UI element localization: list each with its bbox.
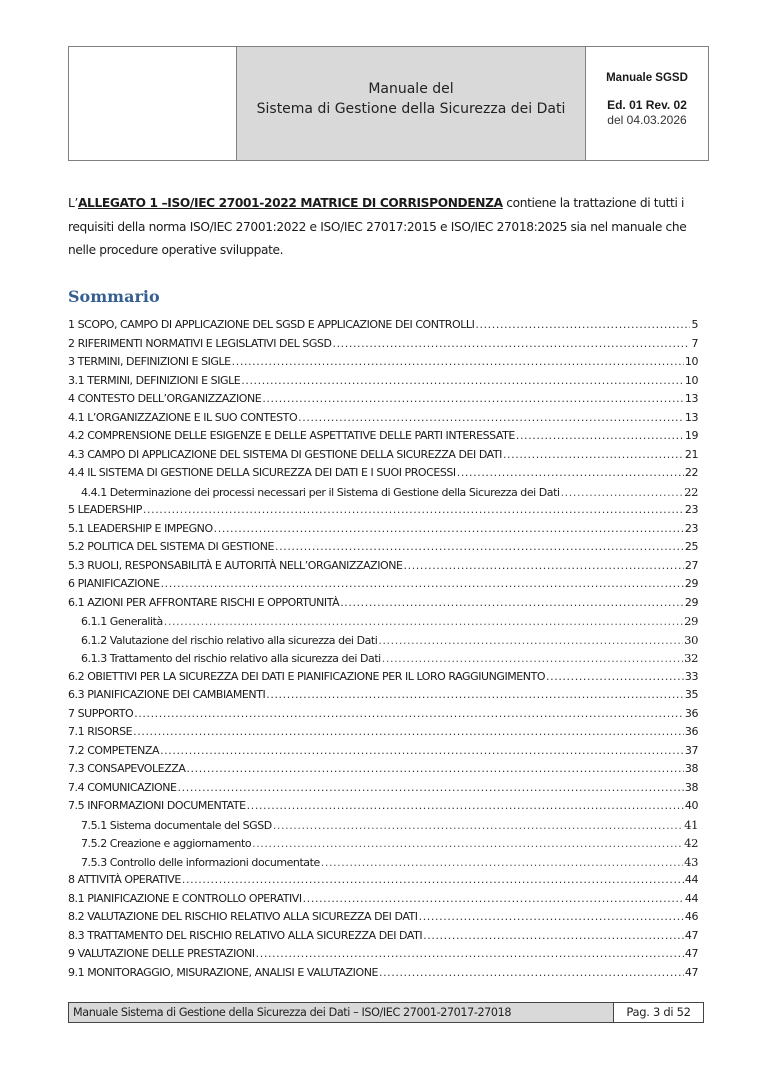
toc-entry-page: 41 [684, 817, 698, 832]
toc-entry-label: 6.2 OBIETTIVI PER LA SICUREZZA DEI DATI E PIANIFICAZIONE PER IL LORO RAGGIUNGIMENTO [68, 669, 546, 683]
toc-entry[interactable] [68, 964, 698, 983]
toc-entry-label: 4 CONTESTO DELL’ORGANIZZAZIONE [68, 392, 262, 405]
toc-entry-page: 47 [684, 928, 698, 942]
toc-entry-page: 19 [684, 429, 698, 442]
toc-dot-leader [404, 557, 684, 576]
toc-dot-leader [247, 797, 684, 816]
toc-dot-leader [298, 409, 684, 428]
toc-entry-page: 13 [684, 392, 698, 405]
toc-entry[interactable] [68, 409, 698, 428]
toc-entry[interactable] [68, 446, 698, 465]
toc-dot-leader [379, 964, 684, 983]
toc-entry-label: 3 TERMINI, DEFINIZIONI E SIGLE [68, 355, 231, 368]
toc-entry-label: 7.5 INFORMAZIONI DOCUMENTATE [68, 799, 246, 812]
toc-entry[interactable] [68, 353, 698, 372]
toc-entry[interactable] [68, 575, 698, 594]
toc-entry-page: 36 [684, 725, 698, 738]
toc-entry-page: 32 [684, 651, 698, 665]
toc-entry-page: 23 [684, 503, 698, 516]
toc-entry-label: 4.1 L’ORGANIZZAZIONE E IL SUO CONTESTO [68, 410, 298, 424]
document-header [68, 46, 709, 161]
table-of-contents [68, 316, 698, 982]
toc-entry[interactable] [68, 853, 698, 872]
toc-entry-page: 44 [684, 891, 698, 905]
toc-entry-label: 9.1 MONITORAGGIO, MISURAZIONE, ANALISI E VALUTAZIONE [68, 965, 378, 979]
toc-dot-leader [241, 372, 684, 391]
toc-entry[interactable] [68, 686, 698, 705]
toc-dot-leader [340, 594, 684, 613]
toc-entry-label: 7.1 RISORSE [68, 725, 133, 738]
toc-entry[interactable] [68, 705, 698, 724]
toc-entry[interactable] [68, 927, 698, 946]
toc-entry[interactable] [68, 890, 698, 909]
toc-entry-page: 37 [684, 743, 698, 757]
toc-entry-label: 8.2 VALUTAZIONE DEL RISCHIO RELATIVO ALLA SICUREZZA DEI DATI [68, 910, 418, 923]
toc-dot-leader [134, 705, 684, 724]
toc-dot-leader [457, 464, 684, 483]
toc-entry[interactable] [68, 816, 698, 835]
toc-entry-label: 4.3 CAMPO DI APPLICAZIONE DEL SISTEMA DI GESTIONE DELLA SICUREZZA DEI DATI [68, 447, 502, 461]
toc-entry[interactable] [68, 538, 698, 557]
toc-entry[interactable] [68, 335, 698, 354]
toc-entry[interactable] [68, 557, 698, 576]
toc-entry-label: 7.4 COMUNICAZIONE [68, 780, 177, 794]
toc-dot-leader [378, 632, 683, 650]
toc-entry-page: 29 [684, 577, 698, 590]
toc-entry-label: 4.4.1 Determinazione dei processi necessari per il Sistema di Gestione della Sicurezza dei Dati [81, 485, 560, 499]
toc-entry[interactable] [68, 908, 698, 927]
toc-entry[interactable] [68, 390, 698, 409]
toc-dot-leader [546, 668, 684, 687]
toc-entry-label: 2 RIFERIMENTI NORMATIVI E LEGISLATIVI DEL SGSD [68, 336, 332, 350]
toc-entry[interactable] [68, 649, 698, 668]
toc-entry[interactable] [68, 631, 698, 650]
toc-entry-page: 38 [684, 762, 698, 775]
intro-paragraph [68, 192, 708, 263]
toc-entry-label: 6.1.1 Generalità [81, 615, 163, 628]
toc-dot-leader [382, 650, 683, 668]
toc-entry-label: 3.1 TERMINI, DEFINIZIONI E SIGLE [68, 373, 241, 387]
edition-revision: Ed. 01 Rev. 02 [607, 97, 687, 112]
header-title-line1: Manuale del [368, 80, 454, 97]
toc-dot-leader [164, 613, 683, 631]
toc-entry[interactable] [68, 427, 698, 446]
toc-entry-label: 6 PIANIFICAZIONE [68, 577, 160, 590]
toc-entry-label: 8.1 PIANIFICAZIONE E CONTROLLO OPERATIVI [68, 891, 302, 905]
toc-entry-label: 7 SUPPORTO [68, 706, 134, 720]
toc-dot-leader [214, 520, 684, 539]
toc-entry[interactable] [68, 594, 698, 613]
toc-entry-page: 7 [691, 336, 698, 350]
toc-entry[interactable] [68, 945, 698, 964]
toc-dot-leader [252, 835, 683, 853]
toc-entry-label: 7.5.3 Controllo delle informazioni documentate [81, 855, 320, 869]
toc-entry[interactable] [68, 668, 698, 687]
toc-entry-page: 25 [684, 540, 698, 553]
toc-entry[interactable] [68, 834, 698, 853]
toc-entry-label: 8.3 TRATTAMENTO DEL RISCHIO RELATIVO ALLA SICUREZZA DEI DATI [68, 928, 423, 942]
toc-entry-label: 7.5.2 Creazione e aggiornamento [81, 837, 252, 850]
page-number: Pag. 3 di 52 [626, 1005, 691, 1019]
toc-entry-label: 6.1.2 Valutazione del rischio relativo alla sicurezza dei Dati [81, 633, 378, 647]
toc-entry-page: 29 [684, 614, 698, 628]
toc-entry-page: 10 [684, 373, 698, 387]
toc-entry-page: 42 [684, 836, 698, 850]
toc-dot-leader [273, 817, 683, 835]
toc-dot-leader [303, 890, 684, 909]
toc-entry-page: 40 [684, 799, 698, 812]
toc-entry-page: 30 [684, 632, 698, 647]
toc-entry-page: 38 [684, 780, 698, 794]
toc-entry-page: 43 [684, 854, 698, 869]
toc-entry-label: 7.3 CONSAPEVOLEZZA [68, 762, 186, 775]
toc-dot-leader [321, 854, 683, 872]
toc-entry-label: 8 ATTIVITÀ OPERATIVE [68, 873, 181, 886]
toc-entry-label: 4.4 IL SISTEMA DI GESTIONE DELLA SICUREZZA DEI DATI E I SUOI PROCESSI [68, 466, 456, 479]
toc-entry-page: 22 [684, 484, 698, 499]
doc-code: Manuale SGSD [606, 71, 688, 84]
toc-entry[interactable] [68, 316, 698, 335]
toc-dot-leader [182, 871, 684, 890]
toc-entry-label: 6.3 PIANIFICAZIONE DEI CAMBIAMENTI [68, 688, 266, 701]
toc-entry-page: 13 [684, 410, 698, 424]
toc-dot-leader [475, 316, 690, 335]
header-title-line2: Sistema di Gestione della Sicurezza dei Dati [256, 100, 566, 117]
toc-entry[interactable] [68, 779, 698, 798]
toc-entry-label: 9 VALUTAZIONE DELLE PRESTAZIONI [68, 947, 255, 960]
toc-entry-page: 10 [684, 355, 698, 368]
toc-entry-label: 6.1.3 Trattamento del rischio relativo alla sicurezza dei Dati [81, 652, 381, 665]
toc-entry-label: 7.5.1 Sistema documentale del SGSD [81, 818, 272, 832]
toc-dot-leader [161, 575, 684, 594]
toc-entry-label: 6.1 AZIONI PER AFFRONTARE RISCHI E OPPORTUNITÀ [68, 595, 340, 609]
intro-prefix: L’ [68, 196, 78, 210]
footer-title: Manuale Sistema di Gestione della Sicurezza dei Dati – ISO/IEC 27001-27017-27018 [69, 1003, 614, 1022]
toc-entry-page: 35 [684, 688, 698, 701]
header-meta-cell [586, 47, 708, 160]
toc-dot-leader [266, 686, 684, 705]
toc-dot-leader [503, 446, 684, 465]
toc-entry[interactable] [68, 483, 698, 502]
toc-entry-page: 36 [684, 706, 698, 720]
toc-entry[interactable] [68, 501, 698, 520]
header-title-cell [237, 47, 586, 160]
toc-entry-label: 7.2 COMPETENZA [68, 743, 160, 757]
toc-dot-leader [186, 760, 683, 779]
toc-entry-page: 47 [684, 965, 698, 979]
toc-entry[interactable] [68, 723, 698, 742]
toc-dot-leader [160, 742, 684, 761]
toc-entry-page: 29 [684, 595, 698, 609]
toc-entry[interactable] [68, 612, 698, 631]
toc-dot-leader [232, 353, 684, 372]
toc-dot-leader [516, 427, 684, 446]
toc-entry[interactable] [68, 372, 698, 391]
toc-entry-label: 4.2 COMPRENSIONE DELLE ESIGENZE E DELLE ASPETTATIVE DELLE PARTI INTERESSATE [68, 429, 515, 442]
logo-cell [69, 47, 237, 160]
toc-dot-leader [275, 538, 684, 557]
toc-entry[interactable] [68, 464, 698, 483]
toc-dot-leader [332, 335, 690, 354]
toc-entry[interactable] [68, 760, 698, 779]
toc-dot-leader [256, 945, 684, 964]
toc-dot-leader [178, 779, 684, 798]
toc-dot-leader [143, 501, 684, 520]
toc-entry-label: 5.1 LEADERSHIP E IMPEGNO [68, 521, 213, 535]
toc-entry-label: 5.2 POLITICA DEL SISTEMA DI GESTIONE [68, 540, 275, 553]
toc-entry-label: 1 SCOPO, CAMPO DI APPLICAZIONE DEL SGSD E APPLICAZIONE DEI CONTROLLI [68, 318, 475, 331]
toc-entry-page: 23 [684, 521, 698, 535]
toc-dot-leader [423, 927, 684, 946]
toc-entry-page: 46 [684, 910, 698, 923]
toc-entry-page: 5 [691, 318, 698, 331]
toc-dot-leader [419, 908, 684, 927]
toc-entry-page: 21 [684, 447, 698, 461]
intro-text: contiene la trattazione di tutti i requisiti della norma ISO/IEC 27001:2022 e ISO/IEC 27017:2015 e ISO/IEC 27018:2025 sia nel manuale che nelle procedure operative sviluppate. [68, 196, 687, 257]
document-footer [68, 1002, 704, 1023]
toc-dot-leader [133, 723, 684, 742]
toc-dot-leader [561, 484, 684, 502]
toc-entry-label: 5 LEADERSHIP [68, 503, 142, 516]
toc-entry-page: 22 [684, 466, 698, 479]
toc-entry-page: 27 [684, 558, 698, 572]
revision-date: del 04.03.2026 [607, 112, 687, 127]
toc-entry[interactable] [68, 871, 698, 890]
toc-entry[interactable] [68, 742, 698, 761]
toc-entry-page: 33 [684, 669, 698, 683]
toc-dot-leader [262, 390, 684, 409]
annex-reference-link[interactable]: ALLEGATO 1 –ISO/IEC 27001-2022 MATRICE DI CORRISPONDENZA [77, 196, 503, 210]
toc-entry-page: 47 [684, 947, 698, 960]
toc-title: Sommario [68, 287, 160, 306]
toc-entry-page: 44 [684, 873, 698, 886]
toc-entry-label: 5.3 RUOLI, RESPONSABILITÀ E AUTORITÀ NELL’ORGANIZZAZIONE [68, 558, 403, 572]
toc-entry[interactable] [68, 520, 698, 539]
toc-entry[interactable] [68, 797, 698, 816]
